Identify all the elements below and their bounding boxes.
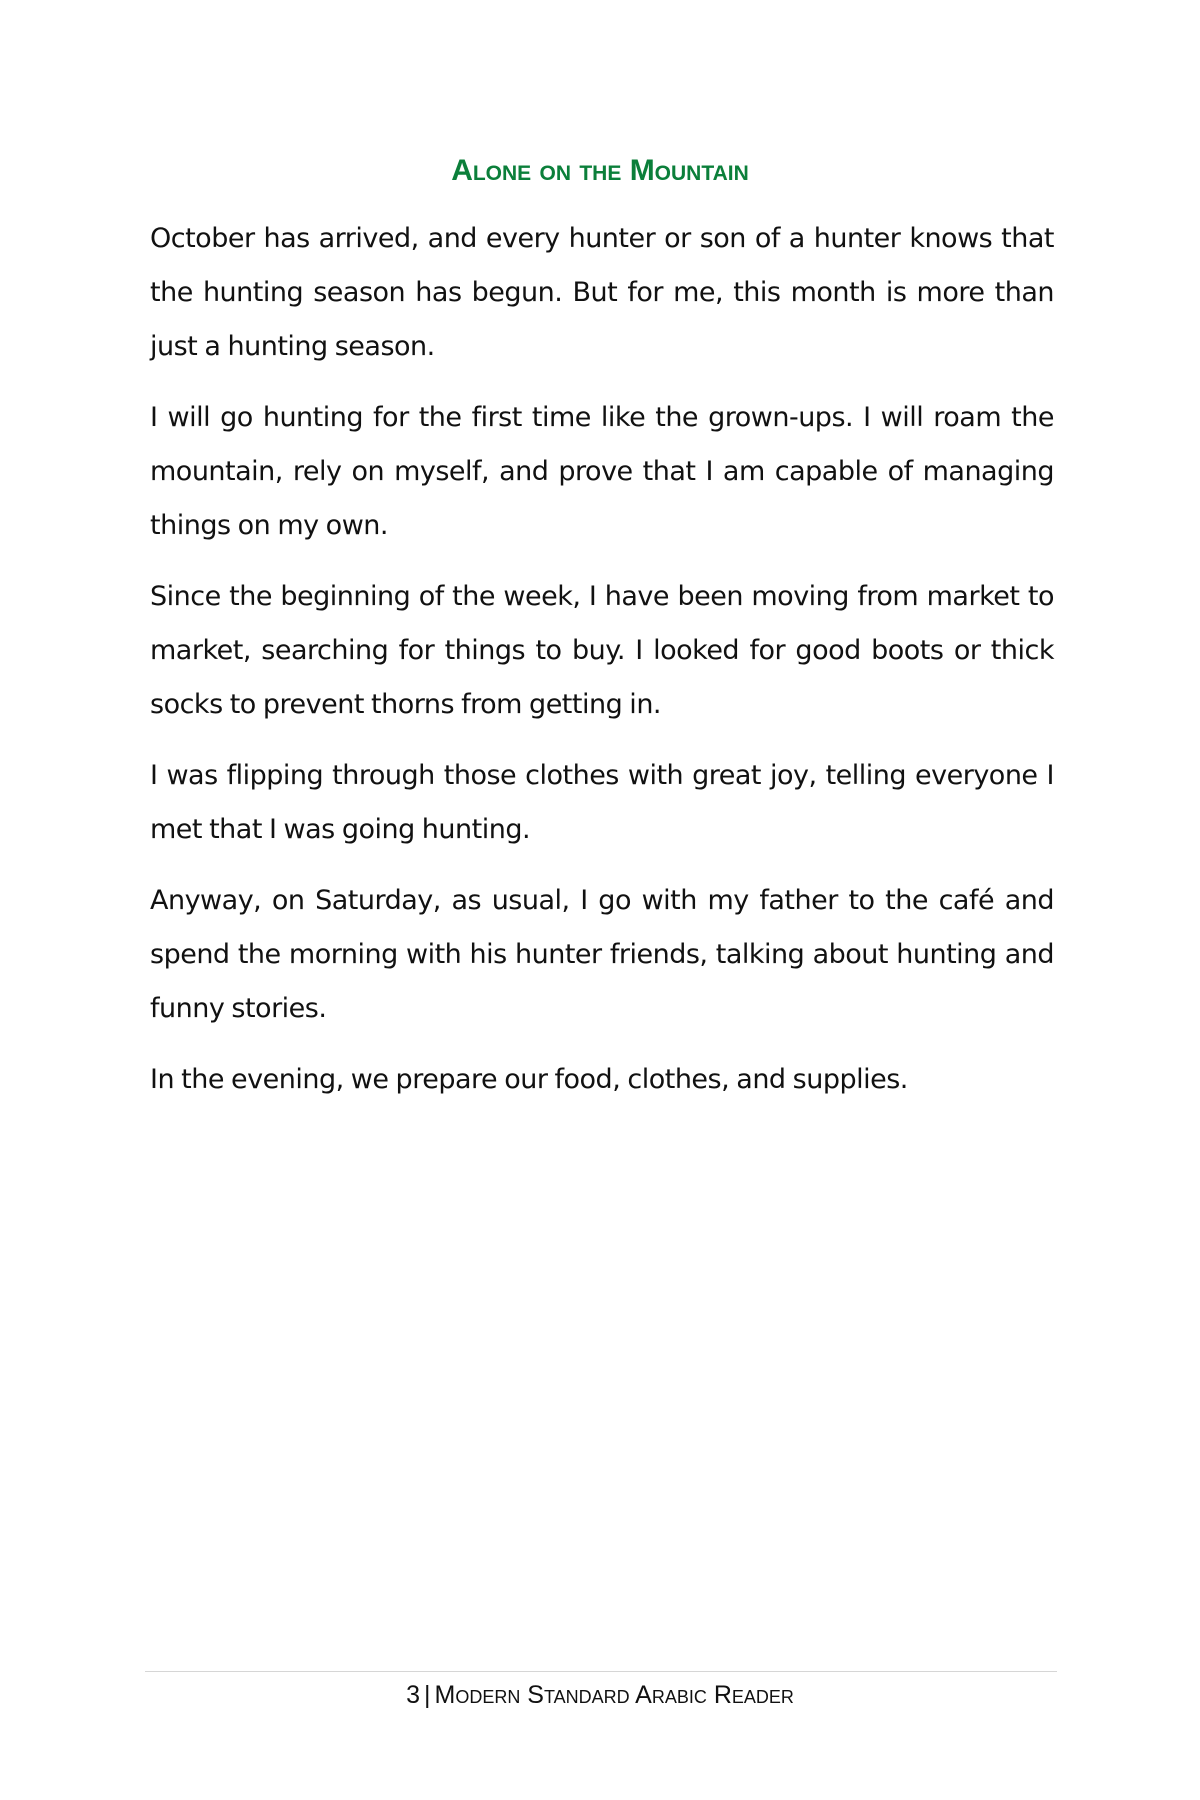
paragraph: Anyway, on Saturday, as usual, I go with my father to the café and spend the morning with his hunter friends, talking about hunting and funny stories. [150,885,1054,1024]
page-number: 3 [406,1681,420,1709]
footer-separator: | [424,1681,431,1709]
page-footer [150,1678,1050,1712]
paragraph: In the evening, we prepare our food, clothes, and supplies. [150,1064,908,1095]
story-body [150,212,1054,1124]
paragraph: I will go hunting for the first time like the grown-ups. I will roam the mountain, rely on myself, and prove that I am capable of managing things on my own. [150,402,1054,541]
paragraph: Since the beginning of the week, I have been moving from market to market, searching for things to buy. I looked for good boots or thick socks to prevent thorns from getting in. [150,581,1054,720]
paragraph: October has arrived, and every hunter or son of a hunter knows that the hunting season has begun. But for me, this month is more than just a hunting season. [150,223,1054,362]
paragraph: I was flipping through those clothes with great joy, telling everyone I met that I was going hunting. [150,760,1054,845]
story-title: Alone on the Mountain [451,154,749,187]
book-title: Modern Standard Arabic Reader [434,1681,794,1709]
footer-divider [145,1671,1057,1672]
